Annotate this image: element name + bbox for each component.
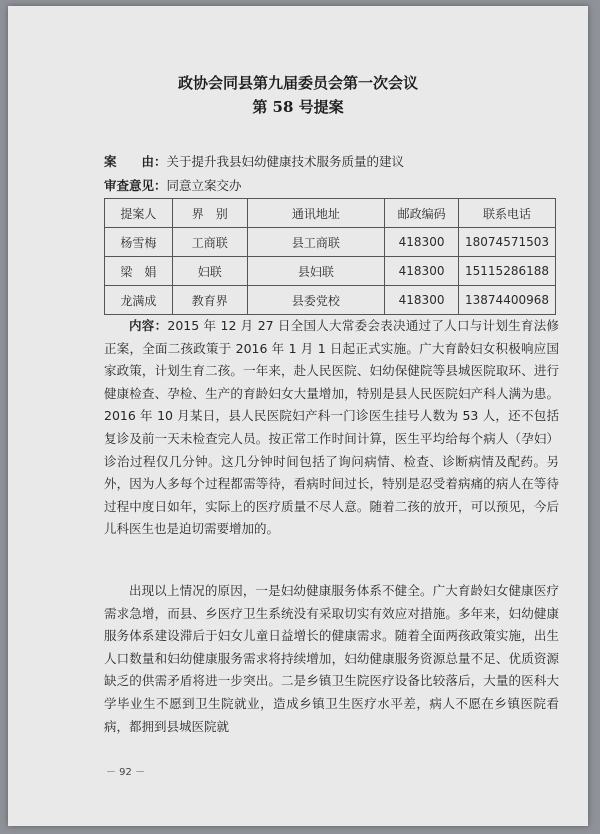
- cell-sector: 妇联: [172, 257, 247, 286]
- subject-line: [104, 152, 404, 170]
- content-label: 内容：: [129, 318, 168, 333]
- content-paragraph-2: 出现以上情况的原因，一是妇幼健康服务体系不健全。广大育龄妇女健康医疗需求急增，而县、乡医疗卫生系统没有采取切实有效应对措施。多年来，妇幼健康服务体系建设滞后于妇女儿童日益增长的健康需求。随着全面两孩政策实施，出生人口数量和妇幼健康服务需求将持续增加，妇幼健康服务资源总量不足、优质资源缺乏的供需矛盾将进一步突出。二是乡镇卫生院医疗设备比较落后，大量的医科大学毕业生不愿到卫生院就业，造成乡镇卫生医疗水平差，病人不愿在乡镇医院看病，都拥到县城医院就: [104, 583, 559, 734]
- review-text: 同意立案交办: [166, 178, 242, 193]
- cell-sector: 教育界: [172, 286, 247, 315]
- review-label: 审查意见：: [104, 178, 167, 193]
- header-address: 通讯地址: [247, 199, 385, 228]
- cell-postcode: 418300: [385, 257, 459, 286]
- review-line: [104, 176, 242, 194]
- cell-phone: 13874400968: [459, 286, 556, 315]
- cell-postcode: 418300: [385, 286, 459, 315]
- cell-address: 县委党校: [247, 286, 385, 315]
- cell-phone: 18074571503: [459, 228, 556, 257]
- cell-address: 县妇联: [247, 257, 385, 286]
- subject-text: 关于提升我县妇幼健康技术服务质量的建议: [166, 154, 405, 169]
- header-sector: 界 别: [172, 199, 247, 228]
- cell-sector: 工商联: [172, 228, 247, 257]
- cell-address: 县工商联: [247, 228, 385, 257]
- proposer-table: [104, 198, 556, 315]
- subject-label: 案 由：: [104, 154, 167, 169]
- header-phone: 联系电话: [459, 199, 556, 228]
- cell-proposer: 梁 娟: [105, 257, 173, 286]
- content-paragraph-1: [104, 315, 559, 541]
- header-proposer: 提案人: [105, 199, 173, 228]
- table-header-row: [105, 199, 556, 228]
- cell-proposer: 龙满成: [105, 286, 173, 315]
- cell-phone: 15115286188: [459, 257, 556, 286]
- document-page: [8, 6, 588, 826]
- cell-postcode: 418300: [385, 228, 459, 257]
- page-number: － 92 －: [106, 767, 146, 778]
- header-postcode: 邮政编码: [385, 199, 459, 228]
- table-row: [105, 228, 556, 257]
- document-title: 政协会同县第九届委员会第一次会议: [177, 74, 418, 92]
- table-row: [105, 286, 556, 315]
- paragraph-1-text: 2015 年 12 月 27 日全国人大常委会表决通过了人口与计划生育法修正案，全面二孩政策于 2016 年 1 月 1 日起正式实施。广大育龄妇女积极响应国家政策，计划生育二孩。一年来，赴人民医院、妇幼保健院等县城医院取环、进行健康检查、孕检、生产的育龄妇女大量增加，特别是县人民医院妇产科人满为患。2016 年 10 月某日，县人民医院妇产科一门诊医生挂号人数为 53 人，还不包括复诊及前一天未检查完人员。按正常工作时间计算，医生平均给每个病人（孕妇）诊治过程仅几分钟。这几分钟时间包括了询问病情、检查、诊断病情及配药。另外，因为人多每个过程都需等待，看病时间过长，特别是忍受着病痛的病人在等待过程中度日如年，实际上的医疗质量不尽人意。随着二孩的放开，可以预见，今后儿科医生也是迫切需要增加的。: [104, 318, 559, 537]
- cell-proposer: 杨雪梅: [105, 228, 173, 257]
- table-row: [105, 257, 556, 286]
- proposal-number: 第 58 号提案: [252, 98, 344, 116]
